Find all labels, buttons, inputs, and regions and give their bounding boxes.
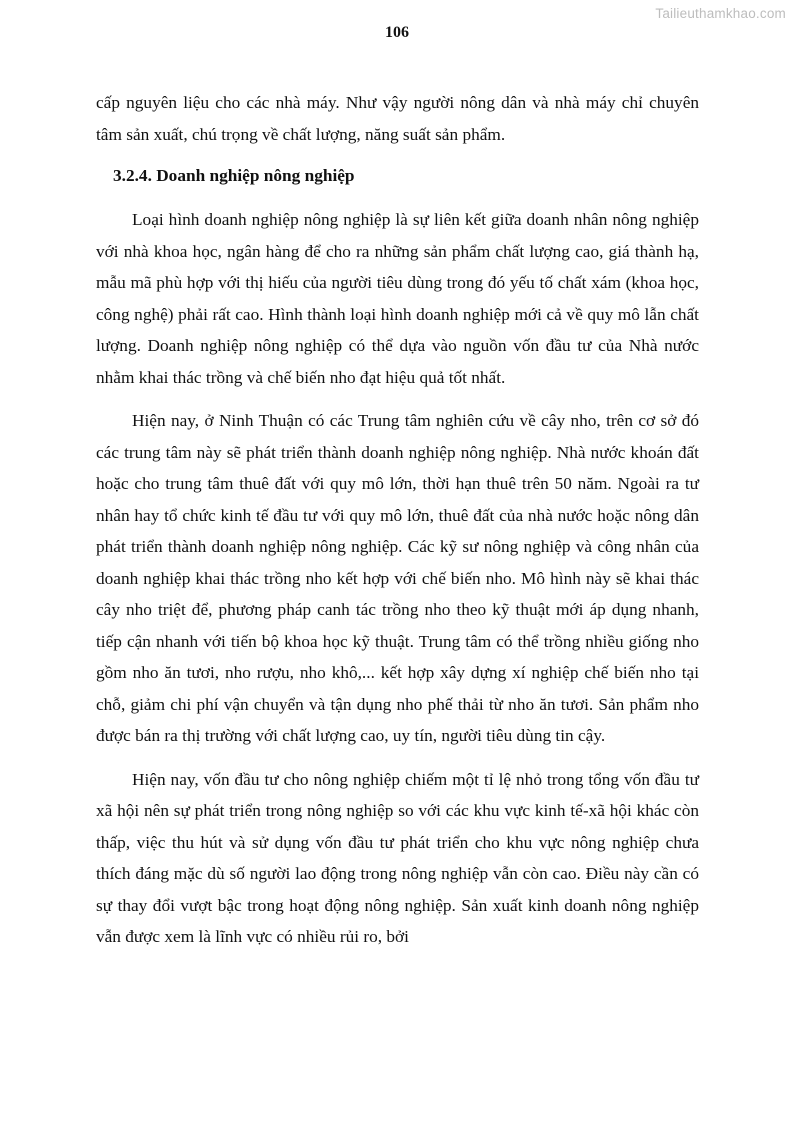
watermark-text: Tailieuthamkhao.com — [655, 6, 786, 21]
page-number: 106 — [385, 24, 409, 41]
paragraph-3: Hiện nay, vốn đầu tư cho nông nghiệp chiếm một tỉ lệ nhỏ trong tổng vốn đầu tư xã hội nên sự phát triển trong nông nghiệp so với các khu vực kinh tế-xã hội khác còn thấp, việc thu hút và sử dụng vốn đầu tư phát triển cho khu vực nông nghiệp chưa thích đáng mặc dù số người lao động trong nông nghiệp vẫn còn cao. Điều này cần có sự thay đổi vượt bậc trong hoạt động nông nghiệp. Sản xuất kinh doanh nông nghiệp vẫn được xem là lĩnh vực có nhiều rủi ro, bởi — [96, 769, 699, 946]
paragraph-1: Loại hình doanh nghiệp nông nghiệp là sự liên kết giữa doanh nhân nông nghiệp với nhà khoa học, ngân hàng để cho ra những sản phẩm chất lượng cao, giá thành hạ, mẫu mã phù hợp với thị hiếu của người tiêu dùng trong đó yếu tố chất xám (khoa học, công nghệ) phải rất cao. Hình thành loại hình doanh nghiệp mới cả về quy mô lẫn chất lượng. Doanh nghiệp nông nghiệp có thể dựa vào nguồn vốn đầu tư của Nhà nước nhằm khai thác trồng và chế biến nho đạt hiệu quả tốt nhất. — [96, 210, 699, 387]
paragraph-continuation: cấp nguyên liệu cho các nhà máy. Như vậy người nông dân và nhà máy chỉ chuyên tâm sản xuất, chú trọng về chất lượng, năng suất sản phẩm. — [96, 93, 699, 144]
paragraph-2: Hiện nay, ở Ninh Thuận có các Trung tâm nghiên cứu về cây nho, trên cơ sở đó các trung tâm này sẽ phát triển thành doanh nghiệp nông nghiệp. Nhà nước khoán đất hoặc cho trung tâm thuê đất với quy mô lớn, thời hạn thuê trên 50 năm. Ngoài ra tư nhân hay tổ chức kinh tế đầu tư với quy mô lớn, thuê đất của nhà nước hoặc nông dân phát triển thành doanh nghiệp nông nghiệp. Các kỹ sư nông nghiệp và công nhân của doanh nghiệp khai thác trồng nho kết hợp với chế biến nho. Mô hình này sẽ khai thác cây nho triệt để, phương pháp canh tác trồng nho theo kỹ thuật mới áp dụng nhanh, tiếp cận nhanh với tiến bộ khoa học kỹ thuật. Trung tâm có thể trồng nhiều giống nho gồm nho ăn tươi, nho rượu, nho khô,... kết hợp xây dựng xí nghiệp chế biến nho tại chỗ, giảm chi phí vận chuyển và tận dụng nho phế thải từ nho ăn tươi. Sản phẩm nho được bán ra thị trường với chất lượng cao, uy tín, người tiêu dùng tin cậy. — [96, 411, 699, 745]
section-heading: 3.2.4. Doanh nghiệp nông nghiệp — [113, 166, 355, 185]
document-body — [96, 87, 699, 965]
